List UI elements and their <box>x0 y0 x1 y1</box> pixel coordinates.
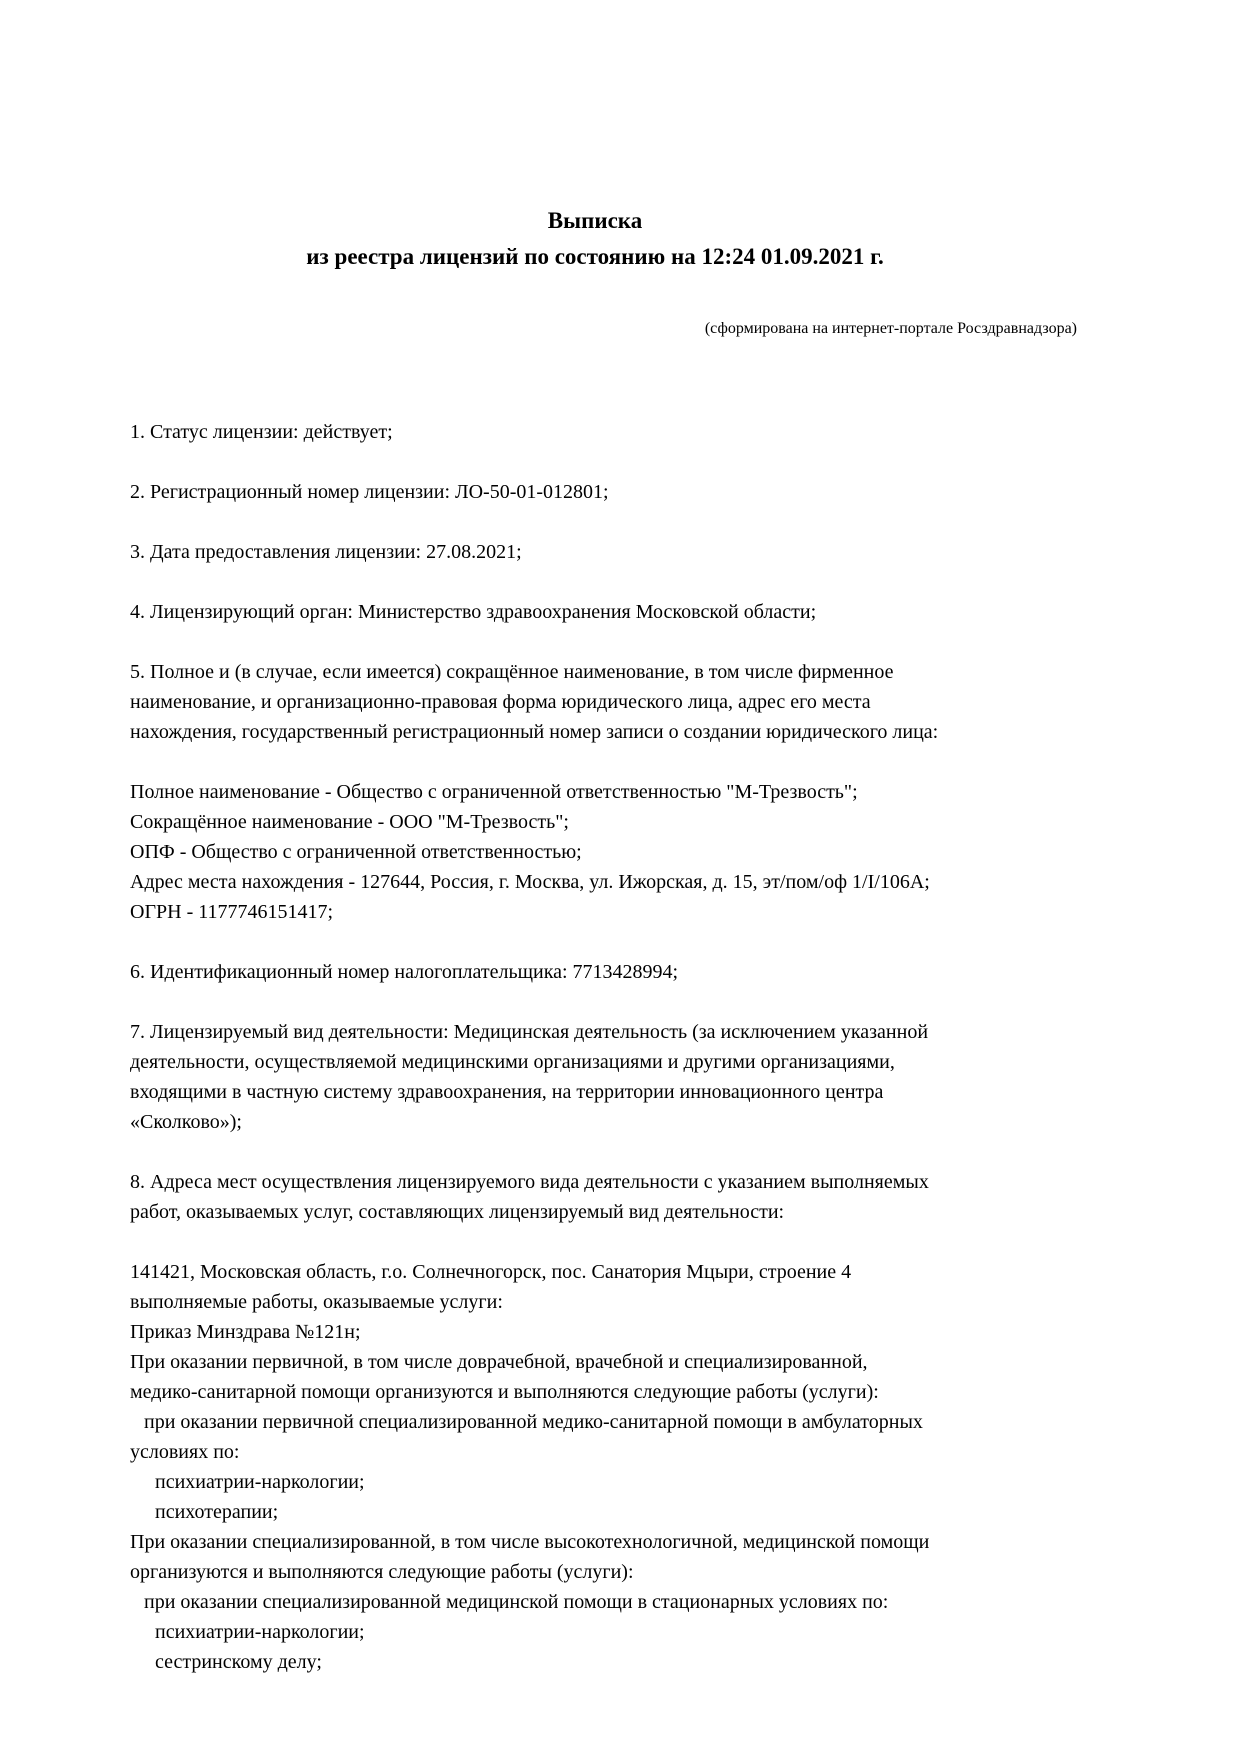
text-block <box>130 777 1180 927</box>
text-line: 6. Идентификационный номер налогоплательщика: 7713428994; <box>130 961 679 983</box>
document-title <box>130 0 1060 275</box>
document-body <box>130 417 1180 1677</box>
text-block <box>130 537 1180 567</box>
text-line: ОПФ - Общество с ограниченной ответственностью; <box>130 841 582 863</box>
text-line: 4. Лицензирующий орган: Министерство здравоохранения Московской области; <box>130 601 817 623</box>
document-title-line1: Выписка <box>547 208 643 233</box>
text-block <box>130 1167 1180 1227</box>
text-line: 7. Лицензируемый вид деятельности: Медицинская деятельность (за исключением указанной <box>130 1021 929 1043</box>
text-line: ОГРН - 1177746151417; <box>130 901 334 923</box>
document-title-line2: из реестра лицензий по состоянию на 12:24 01.09.2021 г. <box>306 244 884 269</box>
text-line: При оказании специализированной, в том числе высокотехнологичной, медицинской помощи <box>130 1531 930 1553</box>
text-line: Приказ Минздрава №121н; <box>130 1321 361 1343</box>
text-line: 8. Адреса мест осуществления лицензируемого вида деятельности с указанием выполняемых <box>130 1171 929 1193</box>
text-block <box>130 417 1180 447</box>
text-line: условиях по: <box>130 1441 240 1463</box>
text-block <box>130 1257 1180 1677</box>
text-line: медико-санитарной помощи организуются и выполняются следующие работы (услуги): <box>130 1381 879 1403</box>
text-block <box>130 477 1180 507</box>
text-line: Сокращённое наименование - ООО "М-Трезвость"; <box>130 811 569 833</box>
text-line: 2. Регистрационный номер лицензии: ЛО-50-01-012801; <box>130 481 609 503</box>
text-line: 3. Дата предоставления лицензии: 27.08.2021; <box>130 541 522 563</box>
text-block <box>130 957 1180 987</box>
text-line: нахождения, государственный регистрационный номер записи о создании юридического лица: <box>130 721 939 743</box>
text-line: психиатрии-наркологии; <box>155 1471 365 1493</box>
text-line: организуются и выполняются следующие работы (услуги): <box>130 1561 634 1583</box>
text-line: сестринскому делу; <box>155 1651 322 1673</box>
text-block <box>130 657 1180 747</box>
text-line: при оказании первичной специализированной медико-санитарной помощи в амбулаторных <box>144 1411 923 1433</box>
text-line: Полное наименование - Общество с ограниченной ответственностью "М-Трезвость"; <box>130 781 858 803</box>
text-line: выполняемые работы, оказываемые услуги: <box>130 1291 503 1313</box>
text-line: При оказании первичной, в том числе доврачебной, врачебной и специализированной, <box>130 1351 868 1373</box>
text-block <box>130 1017 1180 1137</box>
text-line: входящими в частную систему здравоохранения, на территории инновационного центра <box>130 1081 884 1103</box>
text-line: «Сколково»); <box>130 1111 242 1133</box>
text-line: наименование, и организационно-правовая форма юридического лица, адрес его места <box>130 691 871 713</box>
text-line: деятельности, осуществляемой медицинскими организациями и другими организациями, <box>130 1051 895 1073</box>
generation-note: (сформирована на интернет-портале Росздравнадзора) <box>704 320 1077 337</box>
text-line: при оказании специализированной медицинской помощи в стационарных условиях по: <box>144 1591 889 1613</box>
text-line: психиатрии-наркологии; <box>155 1621 365 1643</box>
text-line: 141421, Московская область, г.о. Солнечногорск, пос. Санатория Мцыри, строение 4 <box>130 1261 852 1283</box>
text-line: Адрес места нахождения - 127644, Россия, г. Москва, ул. Ижорская, д. 15, эт/пом/оф 1/I/106А; <box>130 871 930 893</box>
text-line: работ, оказываемых услуг, составляющих лицензируемый вид деятельности: <box>130 1201 785 1223</box>
text-block <box>130 597 1180 627</box>
text-line: 1. Статус лицензии: действует; <box>130 421 393 443</box>
text-line: 5. Полное и (в случае, если имеется) сокращённое наименование, в том числе фирменное <box>130 661 894 683</box>
text-line: психотерапии; <box>155 1501 279 1523</box>
